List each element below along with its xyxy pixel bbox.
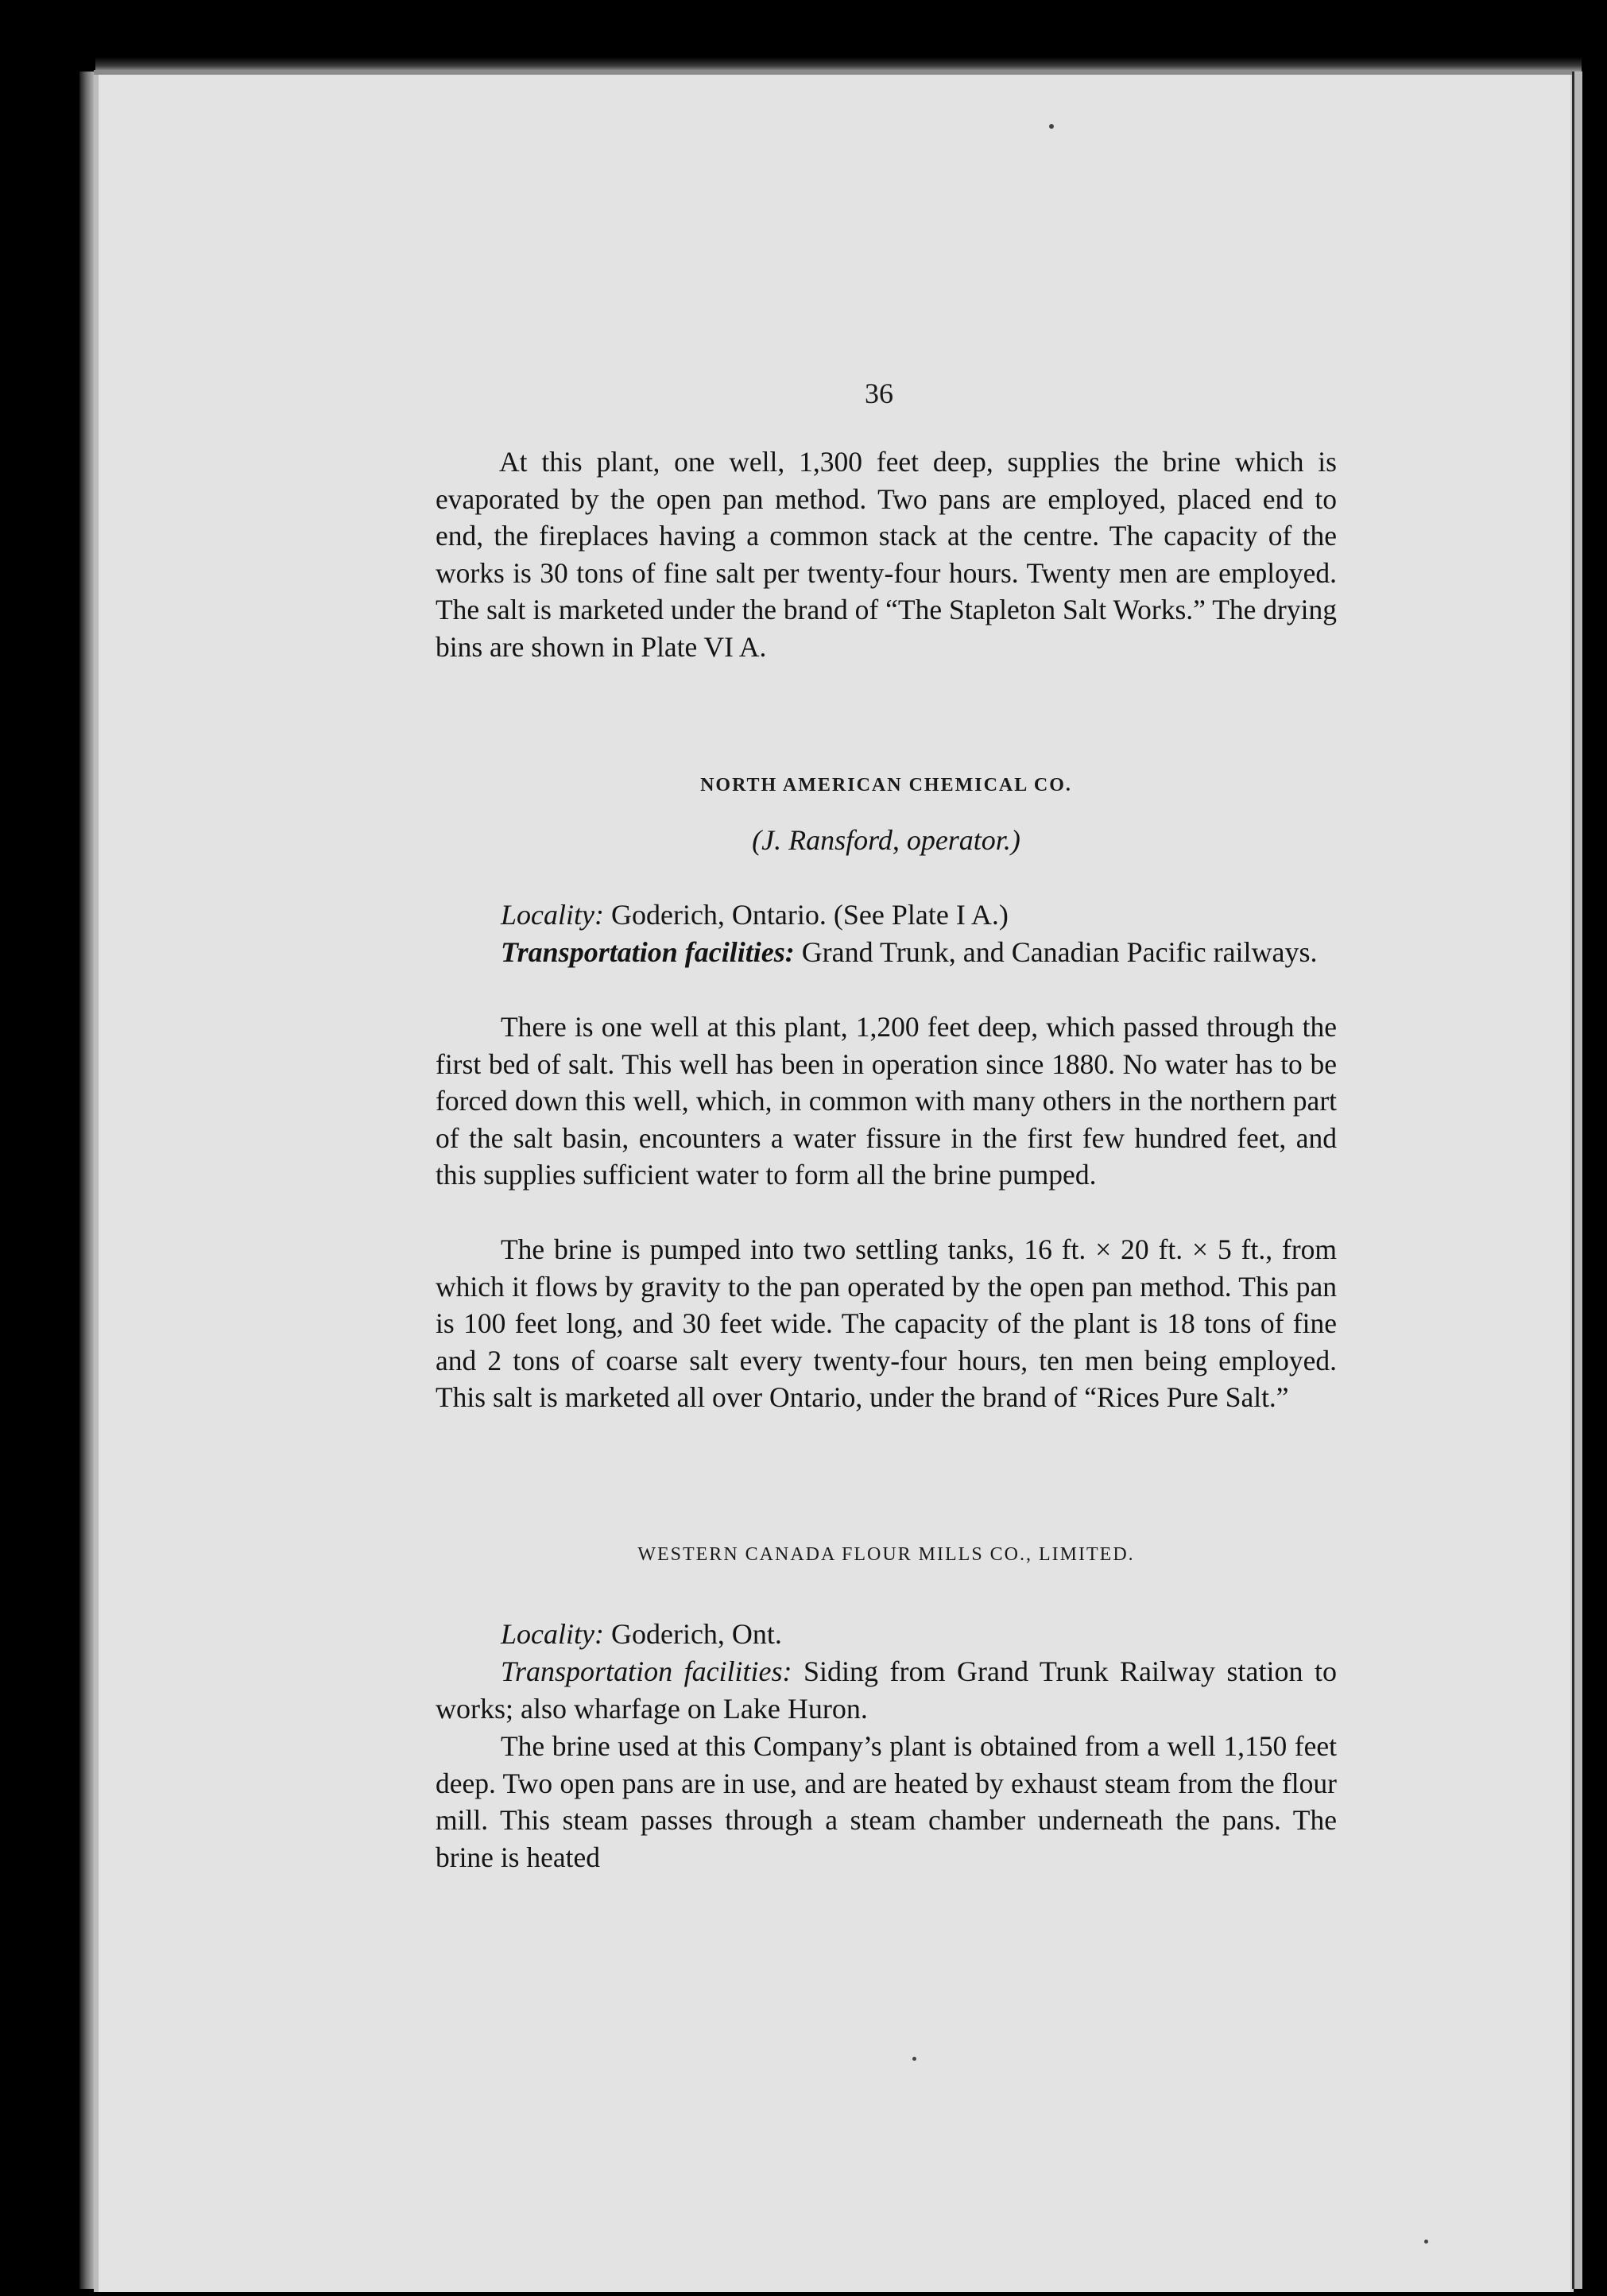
transportation-label: Transportation facilities: [501, 1655, 792, 1687]
locality-label: Locality: [501, 899, 604, 931]
page-number: 36 [865, 378, 893, 409]
section-heading-western-canada-flour-mills: WESTERN CANADA FLOUR MILLS CO., LIMITED. [637, 1544, 1135, 1565]
locality-line-2 [436, 1616, 1337, 1653]
section1-paragraph-2: The brine is pumped into two settling tanks, 16 ft. × 20 ft. × 5 ft., from which it flows by gravity to the pan operated by the open pan method. This pan is 100 feet long, and 30 feet wide. The capacity of the plant is 18 tons of fine and 2 tons of coarse salt every twenty-four hours, ten men being employed. This salt is marketed all over Ontario, under the brand of “Rices Pure Salt.” [436, 1233, 1337, 1414]
locality-line-1 [436, 896, 1337, 934]
intro-paragraph: At this plant, one well, 1,300 feet deep, supplies the brine which is evaporated by the open pan method. Two pans are employed, placed end to end, the fireplaces having a common stack at the centre. The capacity of the works is 30 tons of fine salt per twenty-four hours. Twenty men are employed. The salt is marketed under the brand of “The Stapleton Salt Works.” The drying bins are shown in Plate VI A. [436, 446, 1337, 663]
scan-speck [1424, 2240, 1428, 2244]
section1-paragraph-1: There is one well at this plant, 1,200 feet deep, which passed through the first bed of salt. This well has been in operation since 1880. No water has to be forced down this well, which, in common with many others in the northern part of the salt basin, encounters a water fissure in the first few hundred feet, and this supplies sufficient water to form all the brine pumped. [436, 1011, 1337, 1191]
locality-label: Locality: [501, 1618, 604, 1650]
transportation-label: Transportation facilities: [501, 936, 795, 968]
locality-value: Goderich, Ont. [603, 1618, 782, 1650]
operator-line: (J. Ransford, operator.) [752, 824, 1020, 856]
transportation-line-1 [436, 934, 1337, 971]
scan-speck [912, 2057, 916, 2061]
locality-value: Goderich, Ontario. (See Plate I A.) [603, 899, 1009, 931]
section2-paragraph-1: The brine used at this Company’s plant is obtained from a well 1,150 feet deep. Two open pans are in use, and are heated by exhaust steam from the flour mill. This steam passes through a steam chamber underneath the pans. The brine is heated [436, 1730, 1337, 1873]
transportation-line-2 [436, 1653, 1337, 1727]
transportation-value: Siding from Grand Trunk Railway station to works; also wharfage on Lake Huron. [436, 1655, 1337, 1725]
right-page-edge [1572, 72, 1582, 2289]
scan-speck [1049, 124, 1054, 129]
transportation-value: Grand Trunk, and Canadian Pacific railways. [794, 936, 1318, 968]
section-heading-north-american-chemical: NORTH AMERICAN CHEMICAL CO. [700, 775, 1072, 796]
